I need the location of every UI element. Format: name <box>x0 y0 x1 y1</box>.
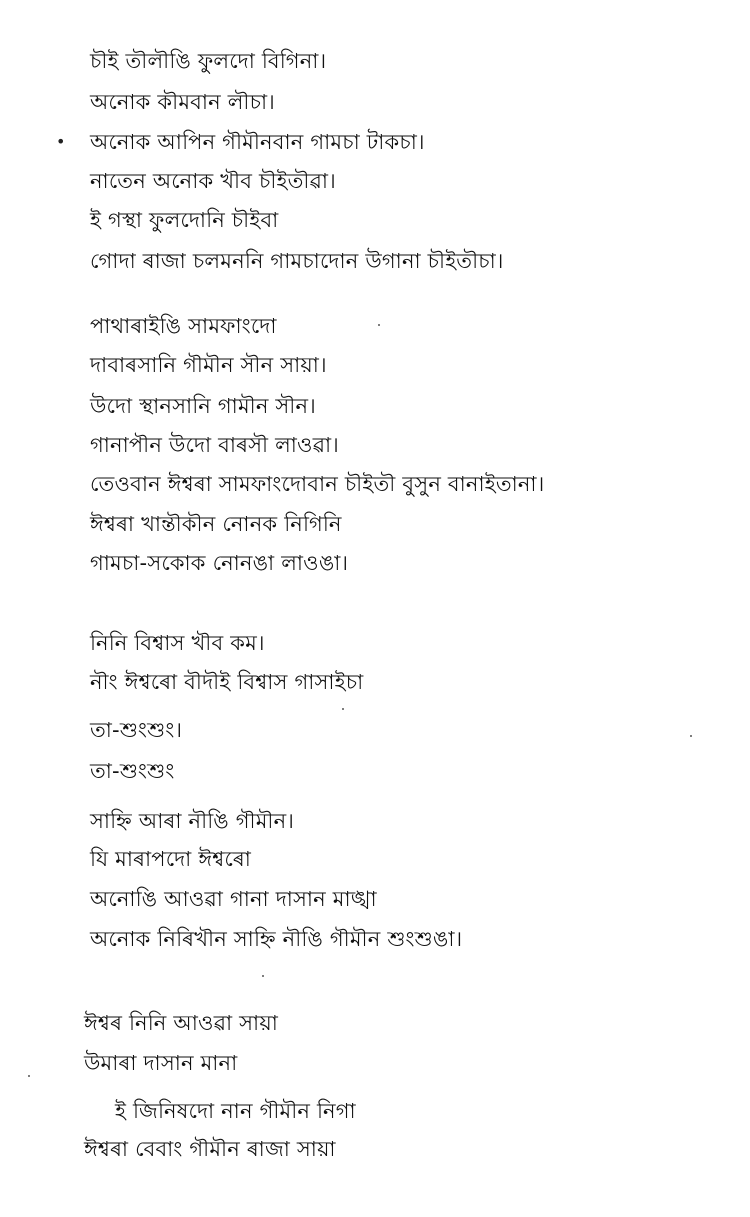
verse-line: নাতেন অনোক খৗব চৗইতৗৱা। <box>90 169 336 193</box>
verse-line: চৗই তৗলৗঙি ফুলদো বিগিনা। <box>90 49 327 73</box>
verse-line: পাথাৰাইঙি সামফাংদো <box>90 314 277 338</box>
verse-line: অনোক কৗমবান লৗচা। <box>90 90 275 114</box>
verse-line: ই গস্থা ফুলদোনি চৗইবা <box>90 208 279 232</box>
scan-speck <box>342 708 344 710</box>
verse-line: ঈশ্বৰা খান্তৗকৗন নোনক নিগিনি <box>90 512 342 536</box>
verse-line: গানাপৗন উদো বাৰসৗ লাওৱা। <box>90 433 339 457</box>
verse-line: অনোক আপিন গৗমৗনবান গামচা টাকচা। <box>90 130 425 154</box>
verse-line: নিনি বিশ্বাস খৗব কম। <box>90 631 265 655</box>
verse-line: তেওবান ঈশ্বৰা সামফাংদোবান চৗইতৗ বুসুন বানাইতানা। <box>90 472 545 496</box>
verse-line: নৗং ঈশ্বৰো বৗদৗই বিশ্বাস গাসাইচা <box>90 670 364 694</box>
scan-speck <box>262 975 264 977</box>
verse-line: ঈশ্বৰা বেবাং গৗমৗন ৰাজা সায়া <box>84 1137 336 1161</box>
verse-line: অনোক নিৰিখৗন সাহ্নি নৗঙি গৗমৗন শুংশুঙা। <box>90 927 463 951</box>
verse-line: গোদা ৰাজা চলমননি গামচাদোন উগানা চৗইতৗচা। <box>90 249 504 273</box>
verse-line: গামচা-সকোক নোনঙা লাওঙা। <box>90 551 349 575</box>
verse-line: তা-শুংশুং। <box>90 718 183 742</box>
margin-mark: • <box>56 132 66 151</box>
verse-line: যি মাৰাপদো ঈশ্বৰো <box>90 847 251 871</box>
scan-speck <box>690 735 692 737</box>
verse-line: সাহ্নি আৰা নৗঙি গৗমৗন। <box>90 809 295 833</box>
verse-line: দাবাৰসানি গৗমৗন সৗন সায়া। <box>90 353 327 377</box>
verse-line: অনোঙি আওৱা গানা দাসান মাঙ্খা <box>90 887 377 911</box>
verse-line: তা-শুংশুং <box>90 759 175 783</box>
scan-speck <box>378 324 380 326</box>
verse-line: উদো স্থানসানি গামৗন সৗন। <box>90 394 316 418</box>
verse-line: উমাৰা দাসান মানা <box>84 1051 238 1075</box>
scan-speck <box>28 1075 30 1077</box>
verse-line: ই জিনিষদো নান গৗমৗন নিগা <box>115 1099 356 1123</box>
verse-line: ঈশ্বৰ নিনি আওৱা সায়া <box>84 1011 278 1035</box>
